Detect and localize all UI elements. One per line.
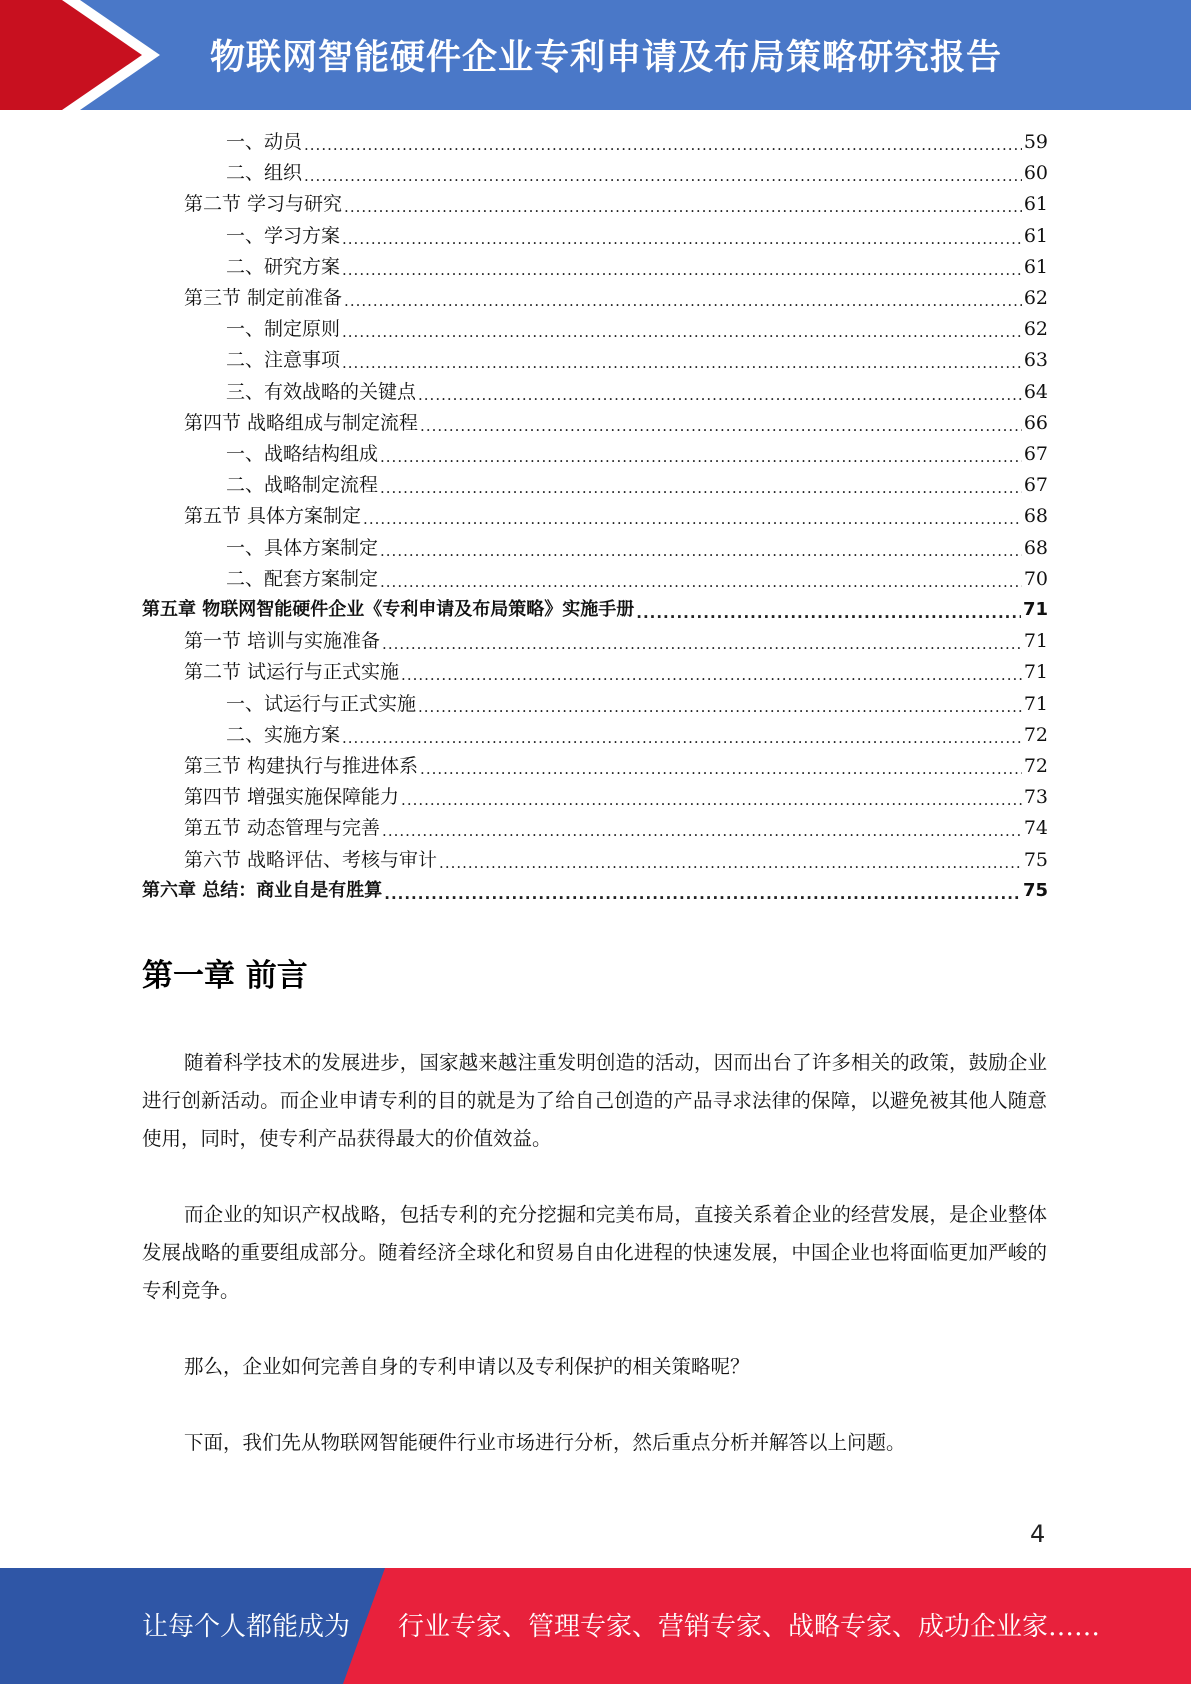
toc-subsection-entry[interactable] [226, 159, 1048, 187]
toc-entry-title: 一、具体方案制定 [226, 536, 379, 559]
toc-dot-leader [342, 259, 1022, 281]
toc-dot-leader [380, 477, 1022, 499]
toc-dot-leader [420, 415, 1022, 437]
toc-dot-leader [344, 196, 1022, 218]
toc-dot-leader [384, 883, 1021, 905]
toc-entry-title: 一、动员 [226, 131, 303, 153]
toc-entry-title: 一、试运行与正式实施 [226, 692, 417, 715]
header-banner [0, 0, 1191, 110]
toc-page-number: 72 [1023, 755, 1048, 777]
toc-page-number: 61 [1023, 224, 1048, 247]
toc-dot-leader [401, 664, 1022, 686]
toc-page-number: 75 [1023, 848, 1048, 871]
toc-section-entry[interactable] [184, 190, 1048, 218]
toc-dot-leader [439, 852, 1022, 874]
toc-dot-leader [382, 820, 1022, 842]
toc-entry-title: 二、实施方案 [226, 723, 341, 746]
toc-entry-title: 第四节 增强实施保障能力 [184, 786, 400, 809]
footer-banner [0, 1568, 1191, 1684]
toc-entry-title: 一、战略结构组成 [226, 443, 379, 465]
toc-page-number: 62 [1023, 287, 1048, 309]
footer-slogan-right: 行业专家、管理专家、营销专家、战略专家、成功企业家…… [398, 1612, 1101, 1642]
paragraph-1: 随着科学技术的发展进步，国家越来越注重发明创造的活动，因而出台了许多相关的政策，鼓励企业进行创新活动。而企业申请专利的目的就是为了给自己创造的产品寻求法律的保障，以避免被其他人随意使用，同时，使专利产品获得最大的价值效益。 [142, 1051, 1047, 1150]
toc-subsection-entry[interactable] [226, 721, 1048, 749]
toc-section-entry[interactable] [184, 752, 1048, 780]
toc-section-entry[interactable] [184, 502, 1048, 530]
toc-dot-leader [342, 321, 1022, 343]
toc-section-entry[interactable] [184, 658, 1048, 686]
toc-entry-title: 一、制定原则 [226, 318, 341, 341]
toc-page-number: 68 [1023, 505, 1048, 528]
toc-page-number: 71 [1023, 661, 1048, 684]
toc-entry-title: 第三节 构建执行与推进体系 [184, 755, 419, 777]
page-number: 4 [1030, 1520, 1046, 1548]
toc-subsection-entry[interactable] [226, 253, 1048, 281]
toc-page-number: 71 [1023, 692, 1048, 715]
toc-entry-title: 第二节 试运行与正式实施 [184, 661, 400, 684]
toc-section-entry[interactable] [184, 814, 1048, 842]
toc-page-number: 74 [1023, 817, 1048, 840]
toc-dot-leader [401, 789, 1022, 811]
toc-dot-leader [380, 540, 1022, 562]
toc-entry-title: 第六章 总结：商业自是有胜算 [142, 879, 383, 901]
toc-page-number: 64 [1023, 380, 1048, 403]
toc-dot-leader [304, 134, 1022, 156]
toc-page-number: 75 [1022, 879, 1048, 901]
toc-dot-leader [304, 165, 1022, 187]
paragraph-3: 那么，企业如何完善自身的专利申请以及专利保护的相关策略呢？ [184, 1355, 750, 1378]
toc-dot-leader [382, 633, 1022, 655]
toc-entry-title: 第三节 制定前准备 [184, 287, 343, 309]
toc-subsection-entry[interactable] [226, 346, 1048, 374]
toc-section-entry[interactable] [184, 409, 1048, 437]
toc-entry-title: 三、有效战略的关键点 [226, 380, 417, 403]
header-chevron-graphic [0, 0, 160, 110]
footer-slogan-left: 让每个人都能成为 [142, 1612, 351, 1642]
toc-entry-title: 二、研究方案 [226, 255, 341, 278]
toc-section-entry[interactable] [184, 284, 1048, 312]
toc-entry-title: 第四节 战略组成与制定流程 [184, 411, 419, 434]
toc-dot-leader [342, 352, 1022, 374]
header-title: 物联网智能硬件企业专利申请及布局策略研究报告 [210, 38, 1003, 78]
toc-section-entry[interactable] [184, 846, 1048, 874]
toc-entry-title: 第一节 培训与实施准备 [184, 630, 381, 653]
toc-dot-leader [342, 727, 1022, 749]
toc-entry-title: 二、配套方案制定 [226, 567, 379, 590]
toc-page-number: 72 [1023, 723, 1048, 746]
toc-entry-title: 第六节 战略评估、考核与审计 [184, 848, 438, 871]
toc-page-number: 61 [1023, 255, 1048, 278]
toc-entry-title: 第五节 具体方案制定 [184, 505, 362, 528]
toc-dot-leader [363, 508, 1022, 530]
toc-page-number: 67 [1023, 443, 1048, 465]
toc-entry-title: 二、战略制定流程 [226, 474, 379, 497]
toc-entry-title: 一、学习方案 [226, 224, 341, 247]
toc-dot-leader [418, 696, 1022, 718]
toc-entry-title: 二、注意事项 [226, 349, 341, 372]
toc-section-entry[interactable] [184, 627, 1048, 655]
toc-subsection-entry[interactable] [226, 565, 1048, 593]
toc-dot-leader [344, 290, 1022, 312]
toc-dot-leader [636, 602, 1021, 624]
toc-subsection-entry[interactable] [226, 690, 1048, 718]
toc-dot-leader [342, 228, 1022, 250]
toc-page-number: 59 [1023, 131, 1048, 153]
paragraph-4: 下面，我们先从物联网智能硬件行业市场进行分析，然后重点分析并解答以上问题。 [184, 1431, 906, 1454]
chapter-title: 第一章 前言 [142, 958, 308, 994]
toc-subsection-entry[interactable] [226, 471, 1048, 499]
toc-page-number: 62 [1023, 318, 1048, 341]
toc-page-number: 60 [1023, 162, 1048, 185]
toc-entry-title: 二、组织 [226, 162, 303, 185]
toc-page-number: 63 [1023, 349, 1048, 372]
toc-chapter-entry[interactable] [142, 596, 1048, 624]
toc-dot-leader [380, 446, 1022, 468]
toc-page-number: 71 [1022, 599, 1048, 620]
toc-section-entry[interactable] [184, 783, 1048, 811]
toc-subsection-entry[interactable] [226, 378, 1048, 406]
toc-page-number: 68 [1023, 536, 1048, 559]
toc-page-number: 67 [1023, 474, 1048, 497]
toc-page-number: 71 [1023, 630, 1048, 653]
toc-subsection-entry[interactable] [226, 534, 1048, 562]
toc-entry-title: 第五节 动态管理与完善 [184, 817, 381, 840]
paragraph-2: 而企业的知识产权战略，包括专利的充分挖掘和完美布局，直接关系着企业的经营发展，是企业整体发展战略的重要组成部分。随着经济全球化和贸易自由化进程的快速发展，中国企业也将面临更加严峻的专利竞争。 [142, 1203, 1047, 1302]
toc-dot-leader [418, 384, 1022, 406]
toc-entry-title: 第二节 学习与研究 [184, 193, 343, 216]
toc-subsection-entry[interactable] [226, 440, 1048, 468]
toc-page-number: 73 [1023, 786, 1048, 809]
toc-subsection-entry[interactable] [226, 128, 1048, 156]
toc-page-number: 61 [1023, 193, 1048, 216]
toc-page-number: 70 [1023, 567, 1048, 590]
toc-subsection-entry[interactable] [226, 222, 1048, 250]
toc-dot-leader [380, 571, 1022, 593]
toc-chapter-entry[interactable] [142, 877, 1048, 905]
toc-subsection-entry[interactable] [226, 315, 1048, 343]
toc-page-number: 66 [1023, 411, 1048, 434]
toc-dot-leader [420, 758, 1022, 780]
toc-entry-title: 第五章 物联网智能硬件企业《专利申请及布局策略》实施手册 [142, 599, 635, 620]
